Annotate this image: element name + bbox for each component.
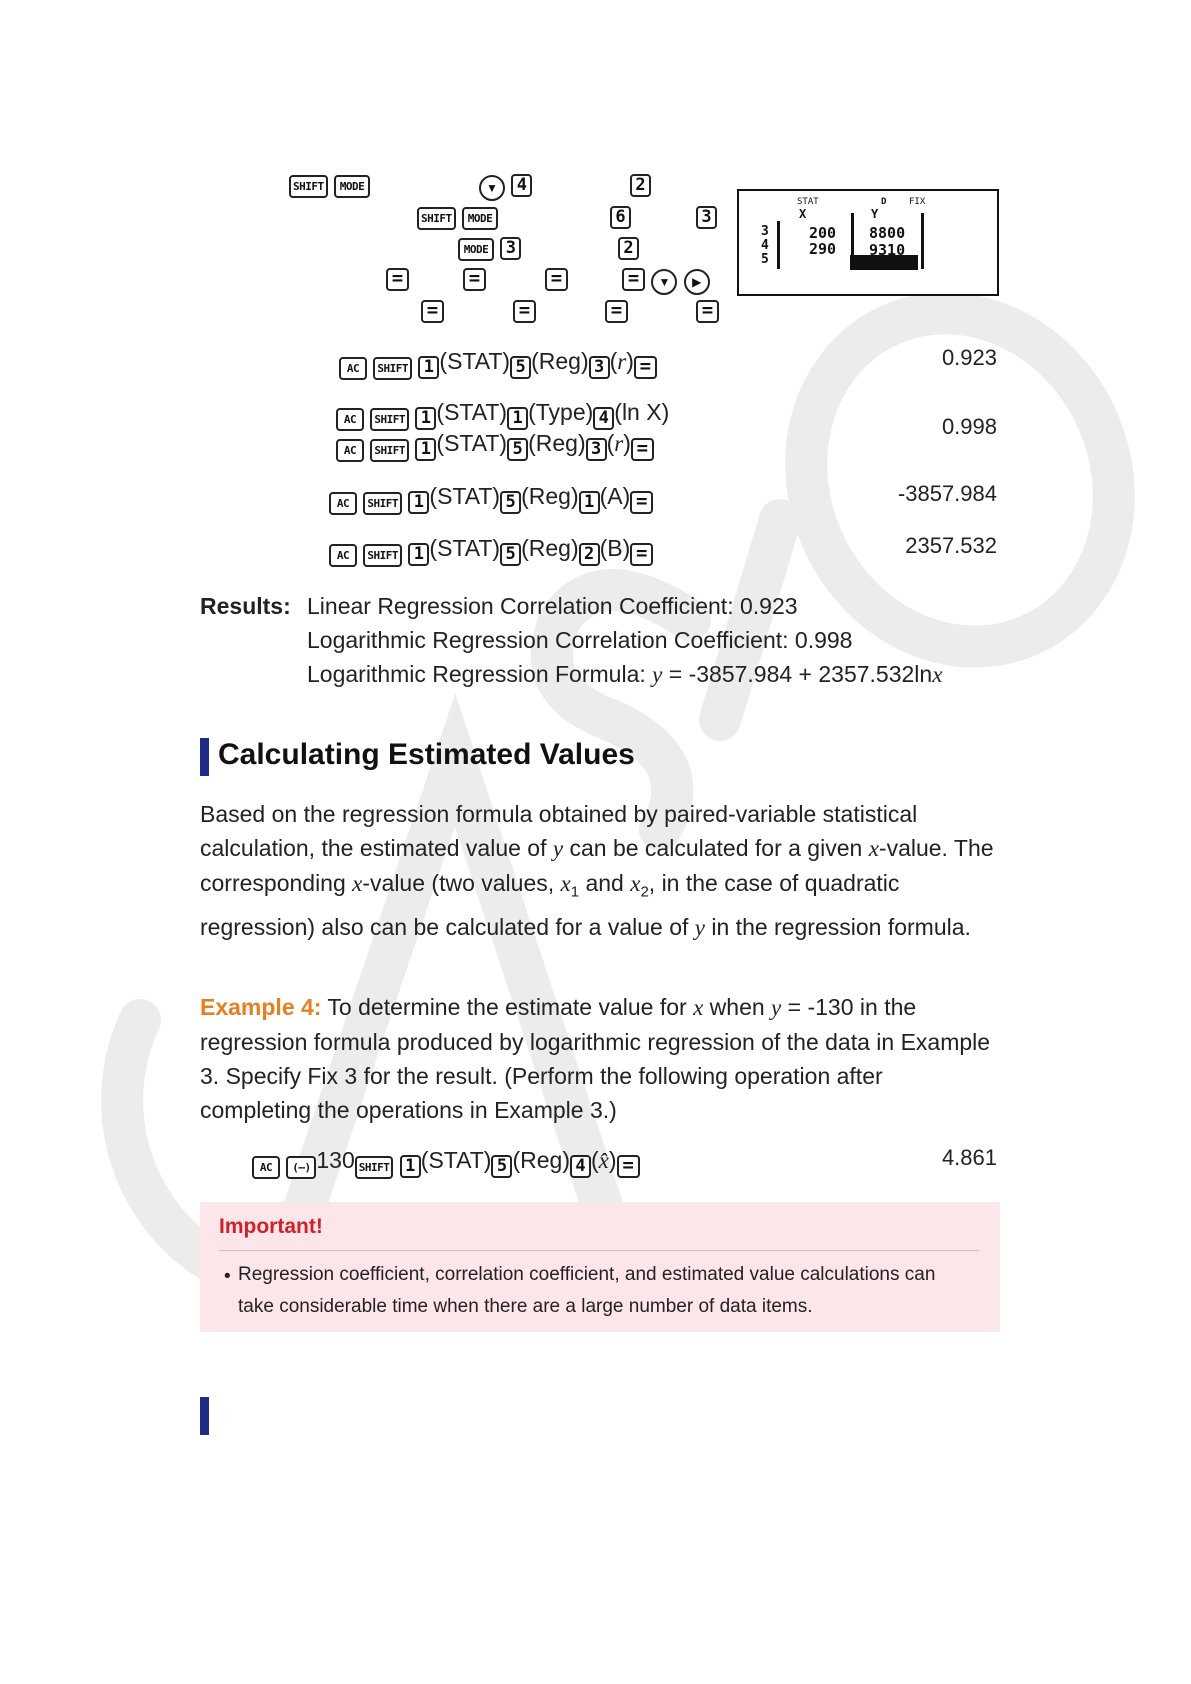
reg-label: (Reg) xyxy=(512,1147,570,1173)
important-title: Important! xyxy=(219,1215,323,1238)
keystroke-log-r: AC SHIFT 1 (STAT) 5 (Reg) 3 (r) = xyxy=(336,428,654,462)
result-estimate: 4.861 xyxy=(941,1145,997,1170)
ac-key[interactable]: AC xyxy=(329,544,357,567)
result-log-r: 0.998 xyxy=(941,414,997,439)
setup-row-1c xyxy=(630,164,651,197)
important-text: Regression coefficient, correlation coefficient, and estimated value calculations can take considerable time when there are a large number of data items. xyxy=(238,1264,936,1317)
results-line-3-mid: = -3857.984 + 2357.532ln xyxy=(662,661,933,687)
var-x1: x xyxy=(560,871,571,896)
reg-label: (Reg) xyxy=(521,483,579,509)
lcd-divider-3 xyxy=(921,213,924,269)
keystroke-coef-b xyxy=(329,533,653,567)
p1-e: and xyxy=(579,870,631,896)
mode-key[interactable]: MODE xyxy=(462,207,498,230)
key-5[interactable]: 5 xyxy=(491,1155,512,1178)
ac-key[interactable]: AC xyxy=(336,408,364,431)
stat-label: (STAT) xyxy=(429,535,501,561)
number-130: 130 xyxy=(316,1147,355,1173)
lcd-y-value-2: 9310 xyxy=(869,241,906,259)
results-line-3 xyxy=(307,661,942,688)
stat-label: (STAT) xyxy=(429,483,501,509)
key-5[interactable]: 5 xyxy=(500,543,521,566)
setup-row-5d xyxy=(696,290,719,323)
ac-key[interactable]: AC xyxy=(252,1156,280,1179)
key-5[interactable]: 5 xyxy=(510,356,531,379)
cursor-down-icon[interactable]: ▼ xyxy=(651,269,677,295)
x-hat-label: x̂ xyxy=(598,1148,609,1173)
results-line-3-prefix: Logarithmic Regression Formula: xyxy=(307,661,653,687)
equals-key[interactable]: = xyxy=(617,1155,640,1178)
var-y: y xyxy=(552,836,564,861)
var-y: y xyxy=(771,995,782,1020)
key-6[interactable]: 6 xyxy=(610,206,631,229)
equals-key[interactable]: = xyxy=(622,268,645,291)
var-x2: x xyxy=(630,871,641,896)
key-3[interactable]: 3 xyxy=(500,237,521,260)
p1-b: can be calculated for a given xyxy=(563,835,869,861)
stat-label: (STAT) xyxy=(420,1147,492,1173)
r-label: r xyxy=(614,431,624,456)
lcd-fix-indicator: FIX xyxy=(909,197,926,207)
lcd-y-value-1: 8800 xyxy=(869,224,906,242)
negative-key[interactable]: (–) xyxy=(286,1156,316,1179)
ln-x-label: (ln X) xyxy=(614,399,670,425)
shift-key[interactable]: SHIFT xyxy=(289,175,328,198)
shift-key[interactable]: SHIFT xyxy=(363,544,402,567)
type-label: (Type) xyxy=(528,399,594,425)
equals-key[interactable]: = xyxy=(605,300,628,323)
ac-key[interactable]: AC xyxy=(329,492,357,515)
results-line-2: Logarithmic Regression Correlation Coefficient: 0.998 xyxy=(307,627,853,653)
equals-key[interactable]: = xyxy=(386,268,409,291)
reg-label: (Reg) xyxy=(521,535,579,561)
example-text-b: when xyxy=(703,994,772,1020)
var-x: x xyxy=(868,836,879,861)
lcd-divider-1 xyxy=(777,221,780,269)
p1-f: , in the case of quadratic regression) also can be calculated for a value of xyxy=(200,870,900,940)
setup-row-4b xyxy=(463,258,486,291)
stat-label: (STAT) xyxy=(439,348,511,374)
key-3[interactable]: 3 xyxy=(586,438,607,461)
key-1[interactable]: 1 xyxy=(579,491,600,514)
results-line-1: Linear Regression Correlation Coefficient: 0.923 xyxy=(307,593,798,619)
setup-row-4 xyxy=(386,258,409,291)
setup-row-2c xyxy=(696,196,717,229)
var-x: x xyxy=(693,995,704,1020)
key-1[interactable]: 1 xyxy=(415,407,436,430)
key-2[interactable]: 2 xyxy=(630,174,651,197)
lcd-col-x: X xyxy=(799,207,807,221)
stat-label: (STAT) xyxy=(436,430,508,456)
lcd-x-value-2: 290 xyxy=(809,240,837,258)
shift-key[interactable]: SHIFT xyxy=(417,207,456,230)
reg-label: (Reg) xyxy=(531,348,589,374)
example-paragraph xyxy=(200,990,1000,1127)
shift-key[interactable]: SHIFT xyxy=(363,492,402,515)
shift-key[interactable]: SHIFT xyxy=(373,357,412,380)
example-text-c: = -130 in the regression formula produced by logarithmic regression of the data in Example 3. Specify Fix 3 for the result. (Perform the following operation after completing the operations in Example 3.) xyxy=(200,994,991,1123)
b-label: (B) xyxy=(599,535,631,561)
important-divider xyxy=(219,1250,979,1251)
setup-row-5 xyxy=(421,290,444,323)
var-y: y xyxy=(652,662,663,687)
results-label: Results: xyxy=(200,593,291,619)
key-4[interactable]: 4 xyxy=(570,1155,591,1178)
p1-g: in the regression formula. xyxy=(705,913,971,940)
setup-row-3b xyxy=(618,227,639,260)
lcd-row-numbers: 345 xyxy=(761,224,769,267)
setup-row-2 xyxy=(417,196,498,230)
keystroke-set-type xyxy=(336,397,669,431)
setup-row-5c xyxy=(605,290,628,323)
sub-1: 1 xyxy=(570,883,580,901)
section-paragraph xyxy=(200,797,1000,945)
setup-row-5b xyxy=(513,290,536,323)
a-label: (A) xyxy=(599,483,631,509)
equals-key[interactable]: = xyxy=(630,543,653,566)
key-4[interactable]: 4 xyxy=(593,407,614,430)
key-3[interactable]: 3 xyxy=(589,356,610,379)
shift-key[interactable]: SHIFT xyxy=(370,408,409,431)
next-section-marker xyxy=(200,1397,209,1435)
equals-key[interactable]: = xyxy=(463,268,486,291)
ac-key[interactable]: AC xyxy=(336,439,364,462)
setup-row-4c xyxy=(545,258,568,291)
key-5[interactable]: 5 xyxy=(500,491,521,514)
equals-key[interactable]: = xyxy=(421,300,444,323)
key-1[interactable]: 1 xyxy=(418,356,439,379)
setup-row-1 xyxy=(289,164,370,198)
key-2[interactable]: 2 xyxy=(618,237,639,260)
key-1[interactable]: 1 xyxy=(400,1155,421,1178)
example-text-a: To determine the estimate value for xyxy=(321,994,694,1020)
key-1[interactable]: 1 xyxy=(415,438,436,461)
cursor-down-icon[interactable]: ▼ xyxy=(479,175,505,201)
keystroke-linear-r: AC SHIFT 1 (STAT) 5 (Reg) 3 (r) = xyxy=(339,346,657,380)
equals-key[interactable]: = xyxy=(634,356,657,379)
equals-key[interactable]: = xyxy=(545,268,568,291)
setup-row-3 xyxy=(458,227,521,261)
lcd-x-value-1: 200 xyxy=(809,224,837,242)
result-linear-r: 0.923 xyxy=(941,345,997,370)
setup-row-2b xyxy=(610,196,631,229)
shift-key[interactable]: SHIFT xyxy=(370,439,409,462)
key-3[interactable]: 3 xyxy=(696,206,717,229)
equals-key[interactable]: = xyxy=(631,438,654,461)
ac-key[interactable]: AC xyxy=(339,357,367,380)
key-2[interactable]: 2 xyxy=(579,543,600,566)
p1-a: Based on the regression formula obtained by paired-variable statistical calculation, the estimated value of xyxy=(200,801,918,861)
key-1[interactable]: 1 xyxy=(408,491,429,514)
keystroke-coef-a xyxy=(329,481,653,515)
example-label: Example 4: xyxy=(200,994,322,1020)
equals-key[interactable]: = xyxy=(513,300,536,323)
p1-d: -value (two values, xyxy=(362,870,561,896)
result-coef-a: -3857.984 xyxy=(897,481,997,506)
var-y: y xyxy=(694,914,705,940)
shift-key[interactable]: SHIFT xyxy=(355,1156,394,1179)
result-coef-b: 2357.532 xyxy=(905,533,997,558)
calculator-lcd xyxy=(737,189,999,296)
p1-c: -value. The corresponding xyxy=(200,835,994,896)
cursor-right-icon[interactable]: ▶ xyxy=(684,269,710,295)
sub-2: 2 xyxy=(640,883,649,901)
r-label: r xyxy=(617,349,627,374)
key-4[interactable]: 4 xyxy=(511,174,532,197)
lcd-col-y: Y xyxy=(871,207,879,221)
key-1[interactable]: 1 xyxy=(507,407,528,430)
reg-label: (Reg) xyxy=(528,430,586,456)
keystroke-estimate: AC (–) 130 SHIFT 1 (STAT) 5 (Reg) 4 (x̂) = xyxy=(252,1145,640,1179)
mode-key[interactable]: MODE xyxy=(458,238,494,261)
key-1[interactable]: 1 xyxy=(408,543,429,566)
equals-key[interactable]: = xyxy=(696,300,719,323)
var-x: x xyxy=(352,871,363,896)
lcd-stat-indicator: STAT xyxy=(797,197,819,207)
important-box xyxy=(200,1202,1000,1332)
key-5[interactable]: 5 xyxy=(507,438,528,461)
section-title: Calculating Estimated Values xyxy=(218,738,635,771)
section-marker xyxy=(200,738,209,776)
var-x: x xyxy=(932,662,943,687)
lcd-d-indicator: D xyxy=(881,197,887,207)
stat-label: (STAT) xyxy=(436,399,508,425)
equals-key[interactable]: = xyxy=(630,491,653,514)
mode-key[interactable]: MODE xyxy=(334,175,370,198)
important-bullet: • xyxy=(224,1266,231,1287)
